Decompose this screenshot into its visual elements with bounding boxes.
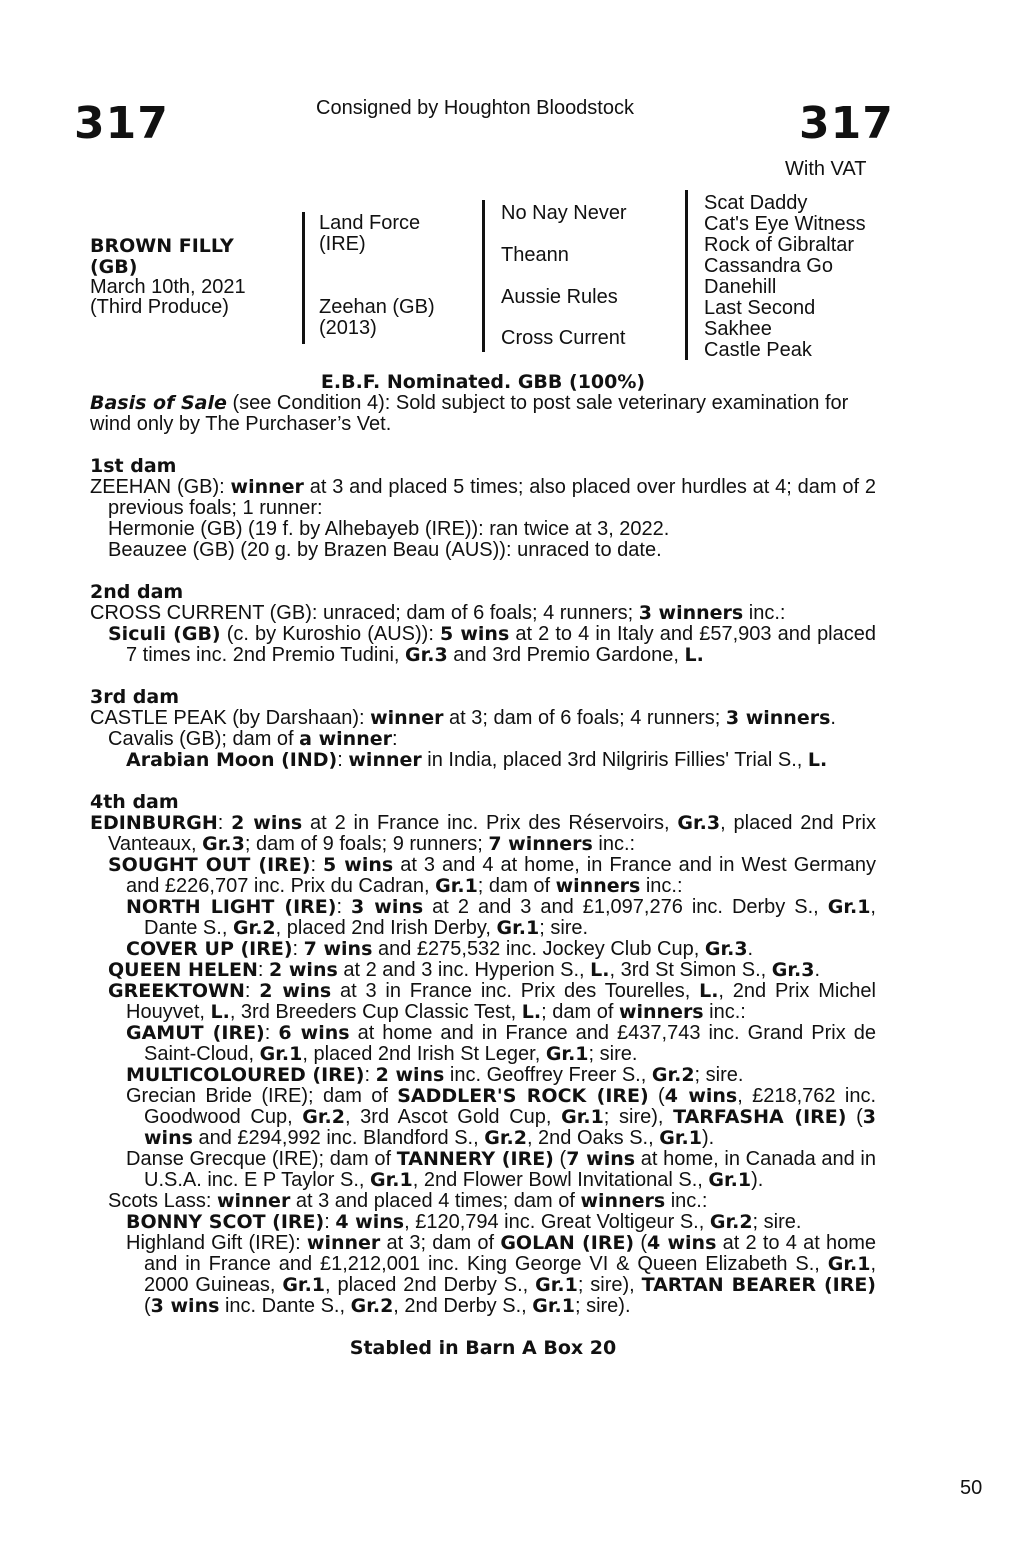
text-run: , 2nd Oaks S.,	[526, 1127, 660, 1149]
text-run: .	[830, 707, 836, 729]
text-run: at home and in France and £437,743 inc. Grand Prix de Saint-Cloud,	[144, 1022, 876, 1065]
text-run-bold: Gr.1	[659, 1127, 702, 1149]
pedigree-bracket-3	[685, 190, 688, 360]
text-run-bold: 7 winners	[488, 833, 593, 855]
text-run-bold: SADDLER'S ROCK (IRE)	[397, 1085, 649, 1107]
pedigree-gen3-item: Castle Peak	[704, 339, 812, 361]
text-run: , £218,762 inc. Goodwood Cup,	[144, 1085, 877, 1128]
text-run: Highland Gift (IRE):	[126, 1232, 307, 1254]
text-run-bold: 5 wins	[440, 623, 510, 645]
text-run-bold: 5 wins	[323, 854, 394, 876]
text-run-bold: Gr.1	[259, 1043, 303, 1065]
text-run: inc.:	[640, 875, 683, 897]
text-run: ).	[701, 1127, 715, 1149]
fourth-dam-title: 4th dam	[90, 791, 179, 813]
text-run: at 3 and placed 5 times; also placed over hurdles at 4; dam of 2 previous foals; 1 runner:	[108, 476, 876, 519]
text-run-bold: winner	[348, 749, 422, 771]
text-run-bold: 2 wins	[231, 812, 303, 834]
page-number: 50	[960, 1477, 983, 1499]
text-run-bold: TARTAN BEARER (IRE)	[641, 1274, 876, 1296]
text-run-bold: GOLAN (IRE)	[500, 1232, 635, 1254]
text-run-bold: Gr.2	[302, 1106, 345, 1128]
pedigree-gen2-item: Cross Current	[501, 327, 626, 349]
text-run: CROSS CURRENT (GB): unraced; dam of 6 foals; 4 runners;	[90, 602, 639, 624]
text-run: and £275,532 inc. Jockey Club Cup,	[372, 938, 705, 960]
text-run: inc. Dante S.,	[219, 1295, 351, 1317]
foal-entry	[90, 750, 876, 771]
text-run-bold: winner	[216, 1190, 291, 1212]
text-run: (	[648, 1085, 665, 1107]
consigner: Consigned by Houghton Bloodstock	[316, 97, 634, 119]
foal-entry	[90, 855, 876, 897]
text-run-bold: Gr.1	[708, 1169, 752, 1191]
text-run-bold: Gr.1	[532, 1295, 575, 1317]
text-run: (	[553, 1148, 567, 1170]
text-run: (	[144, 1295, 151, 1317]
text-run: , 2000 Guineas,	[144, 1253, 876, 1296]
foal-entry	[90, 1065, 876, 1086]
text-run-bold: BONNY SCOT (IRE)	[126, 1211, 325, 1233]
text-run-bold: TARFASHA (IRE)	[673, 1106, 847, 1128]
text-run-bold: Arabian Moon (IND)	[126, 749, 338, 771]
text-run: (	[846, 1106, 863, 1128]
pedigree-gen3-item: Scat Daddy	[704, 192, 808, 214]
text-run-bold: winner	[230, 476, 304, 498]
text-run-bold: TANNERY (IRE)	[396, 1148, 554, 1170]
second-dam-title: 2nd dam	[90, 581, 184, 603]
pedigree-sire-country: (IRE)	[319, 233, 366, 255]
third-dam-title: 3rd dam	[90, 686, 180, 708]
text-run: ; sire),	[577, 1274, 642, 1296]
text-run-bold: 2 wins	[375, 1064, 445, 1086]
text-run: , £120,794 inc. Great Voltigeur S.,	[404, 1211, 710, 1233]
pedigree-bracket-2	[482, 200, 485, 352]
text-run: :	[257, 959, 270, 981]
text-run-bold: 4 wins	[646, 1232, 717, 1254]
text-run-bold: Gr.1	[561, 1106, 604, 1128]
pedigree-gen2-item: No Nay Never	[501, 202, 627, 224]
text-run-bold: winners	[555, 875, 641, 897]
text-run: inc. Geoffrey Freer S.,	[444, 1064, 652, 1086]
text-run: inc.:	[743, 602, 786, 624]
text-run-bold: NORTH LIGHT (IRE)	[126, 896, 337, 918]
text-run: ; sire.	[588, 1043, 638, 1065]
text-run: , placed 2nd Irish Derby,	[275, 917, 497, 939]
text-run: (c. by Kuroshio (AUS)):	[220, 623, 440, 645]
horse-sex-color: BROWN FILLY	[90, 235, 234, 257]
text-run-bold: Gr.3	[771, 959, 815, 981]
text-run: ; dam of	[477, 875, 556, 897]
text-run: , 3rd St Simon S.,	[609, 959, 772, 981]
pedigree-sire: Land Force	[319, 212, 421, 234]
pedigree-gen3-item: Danehill	[704, 276, 777, 298]
text-run-bold: Gr.1	[435, 875, 478, 897]
foal-entry: Hermonie (GB) (19 f. by Alhebayeb (IRE)): ran twice at 3, 2022.	[108, 518, 670, 540]
stabling-info: Stabled in Barn A Box 20	[349, 1337, 617, 1359]
text-run: .	[747, 938, 754, 960]
text-run-bold: GREEKTOWN	[108, 980, 245, 1002]
text-run-bold: L.	[684, 644, 704, 666]
text-run-bold: MULTICOLOURED (IRE)	[126, 1064, 365, 1086]
text-run: ZEEHAN (GB):	[90, 476, 231, 498]
text-run: , 3rd Ascot Gold Cup,	[344, 1106, 562, 1128]
text-run: :	[324, 1211, 336, 1233]
foal-entry	[90, 624, 876, 666]
foal-entry	[90, 1149, 876, 1191]
text-run-bold: 7 wins	[566, 1148, 636, 1170]
foal-entry	[90, 981, 876, 1023]
text-run-bold: EDINBURGH	[90, 812, 218, 834]
text-run: at 2 to 4 in Italy and £57,903 and placed 7 times inc. 2nd Premio Tudini,	[126, 623, 876, 666]
text-run-bold: Gr.3	[202, 833, 245, 855]
text-run: inc.:	[665, 1190, 708, 1212]
pedigree-gen3-item: Rock of Gibraltar	[704, 234, 855, 256]
text-run-bold: 3 wins	[351, 896, 424, 918]
text-run-bold: L.	[521, 1001, 542, 1023]
text-run-bold: Gr.1	[282, 1274, 326, 1296]
foal-entry	[90, 1023, 876, 1065]
text-run: , placed 2nd Prix Vanteaux,	[108, 812, 876, 855]
text-run-bold: SOUGHT OUT (IRE)	[108, 854, 311, 876]
lot-number-left: 317	[74, 98, 169, 149]
text-run-bold: Gr.2	[350, 1295, 394, 1317]
text-run: ; sire.	[539, 917, 589, 939]
second-dam-entry	[90, 603, 876, 624]
text-run: at 2 and 3 and £1,097,276 inc. Derby S.,	[423, 896, 828, 918]
text-run-bold: winners	[580, 1190, 666, 1212]
text-run: inc.:	[703, 1001, 746, 1023]
first-dam-entry	[90, 477, 876, 519]
text-run-bold: Gr.3	[677, 812, 721, 834]
text-run: , placed 2nd Irish St Leger,	[302, 1043, 546, 1065]
text-run-bold: 2 wins	[259, 980, 332, 1002]
fourth-dam-entry	[90, 813, 876, 855]
text-run: (	[634, 1232, 647, 1254]
text-run-bold: L.	[210, 1001, 230, 1023]
text-run-bold: Gr.3	[405, 644, 448, 666]
text-run: ; sire),	[603, 1106, 674, 1128]
foal-entry	[90, 1212, 876, 1233]
text-run: at 3; dam of	[380, 1232, 501, 1254]
foal-entry	[90, 1191, 876, 1212]
text-run: :	[264, 1022, 279, 1044]
vat-status: With VAT	[785, 158, 867, 180]
text-run-bold: 4 wins	[335, 1211, 405, 1233]
text-run-bold: 3 wins	[144, 1106, 877, 1149]
text-run: :	[217, 812, 232, 834]
text-run-bold: L.	[590, 959, 610, 981]
text-run-bold: Gr.1	[496, 917, 540, 939]
text-run-bold: COVER UP (IRE)	[126, 938, 293, 960]
text-run: , 2nd Flower Bowl Invitational S.,	[412, 1169, 709, 1191]
text-run-bold: 3 winners	[725, 707, 831, 729]
text-run: :	[244, 980, 260, 1002]
pedigree-dam-year: (2013)	[319, 317, 377, 339]
horse-produce: (Third Produce)	[90, 296, 229, 318]
text-run: and 3rd Premio Gardone,	[447, 644, 685, 666]
text-run: ; dam of 9 foals; 9 runners;	[244, 833, 489, 855]
text-run-bold: Gr.1	[827, 1253, 871, 1275]
text-run: Scots Lass:	[108, 1190, 217, 1212]
foal-entry	[90, 897, 876, 939]
text-run-bold: GAMUT (IRE)	[126, 1022, 265, 1044]
basis-label: Basis of Sale	[90, 392, 227, 414]
text-run: ; sire.	[752, 1211, 802, 1233]
text-run: , 2nd Prix Michel Houyvet,	[126, 980, 876, 1023]
text-run: ; sire.	[694, 1064, 744, 1086]
text-run-bold: 2 wins	[269, 959, 338, 981]
pedigree-gen2-item: Theann	[501, 244, 569, 266]
text-run: inc.:	[592, 833, 636, 855]
text-run: , 2nd Derby S.,	[393, 1295, 533, 1317]
foal-entry	[90, 939, 876, 960]
text-run: , Dante S.,	[144, 896, 876, 939]
text-run-bold: winner	[306, 1232, 381, 1254]
text-run: Grecian Bride (IRE); dam of	[126, 1085, 398, 1107]
text-run: :	[292, 938, 304, 960]
text-run: , 3rd Breeders Cup Classic Test,	[229, 1001, 522, 1023]
text-run: at home, in Canada and in U.S.A. inc. E P Taylor S.,	[144, 1148, 877, 1191]
text-run-bold: Gr.1	[545, 1043, 589, 1065]
pedigree-gen3-item: Cat's Eye Witness	[704, 213, 866, 235]
pedigree-bracket-1	[302, 212, 305, 344]
text-run: and £294,992 inc. Blandford S.,	[192, 1127, 485, 1149]
text-run-bold: Gr.2	[651, 1064, 695, 1086]
foal-entry	[90, 1086, 876, 1149]
text-run: at 2 in France inc. Prix des Réservoirs,	[302, 812, 678, 834]
pedigree-dam: Zeehan (GB)	[319, 296, 435, 318]
nominations: E.B.F. Nominated. GBB (100%)	[320, 371, 646, 393]
text-run-bold: QUEEN HELEN	[108, 959, 258, 981]
basis-text: (see Condition 4): Sold subject to post sale veterinary examination for wind only by The Purchaser’s Vet.	[90, 392, 849, 435]
text-run: at 2 to 4 at home and in France and £1,212,001 inc. King George VI & Queen Elizabeth S.,	[144, 1232, 876, 1275]
pedigree-gen3-item: Cassandra Go	[704, 255, 833, 277]
text-run: :	[337, 749, 349, 771]
text-run: ; sire).	[574, 1295, 631, 1317]
horse-foaled: March 10th, 2021	[90, 276, 246, 298]
text-run: :	[310, 854, 323, 876]
pedigree-gen3-item: Last Second	[704, 297, 816, 319]
foal-entry	[90, 729, 876, 750]
text-run-bold: L.	[807, 749, 828, 771]
text-run: , placed 2nd Derby S.,	[325, 1274, 536, 1296]
text-run-bold: Gr.1	[535, 1274, 578, 1296]
text-run: Danse Grecque (IRE); dam of	[126, 1148, 397, 1170]
text-run-bold: 7 wins	[303, 938, 373, 960]
text-run: Cavalis (GB); dam of	[108, 728, 300, 750]
text-run-bold: Gr.3	[704, 938, 748, 960]
text-run-bold: Siculi (GB)	[108, 623, 221, 645]
text-run: at 3 in France inc. Prix des Tourelles,	[331, 980, 700, 1002]
text-run: at 3 and 4 at home, in France and in West Germany and £226,707 inc. Prix du Cadran,	[126, 854, 876, 897]
horse-country: (GB)	[90, 256, 138, 278]
text-run-bold: Gr.1	[370, 1169, 413, 1191]
text-run: at 2 and 3 inc. Hyperion S.,	[337, 959, 591, 981]
lot-number-right: 317	[799, 98, 894, 149]
text-run: :	[391, 728, 398, 750]
text-run: ).	[751, 1169, 764, 1191]
basis-of-sale	[90, 393, 876, 435]
foal-entry: Beauzee (GB) (20 g. by Brazen Beau (AUS)): unraced to date.	[108, 539, 662, 561]
text-run: .	[814, 959, 821, 981]
text-run-bold: 4 wins	[664, 1085, 738, 1107]
first-dam-title: 1st dam	[90, 455, 177, 477]
catalogue-body	[90, 372, 876, 1359]
text-run: :	[336, 896, 352, 918]
text-run-bold: winner	[370, 707, 444, 729]
third-dam-entry	[90, 708, 876, 729]
pedigree-gen2-item: Aussie Rules	[501, 286, 618, 308]
foal-entry	[90, 960, 876, 981]
text-run: ; dam of	[541, 1001, 619, 1023]
text-run-bold: 3 winners	[638, 602, 744, 624]
text-run-bold: 3 wins	[150, 1295, 220, 1317]
text-run: at 3; dam of 6 foals; 4 runners;	[443, 707, 726, 729]
text-run-bold: 6 wins	[278, 1022, 350, 1044]
text-run: :	[364, 1064, 376, 1086]
text-run-bold: winners	[618, 1001, 704, 1023]
text-run: at 3 and placed 4 times; dam of	[290, 1190, 581, 1212]
text-run-bold: a winner	[299, 728, 392, 750]
pedigree-gen3-item: Sakhee	[704, 318, 772, 340]
text-run: in India, placed 3rd Nilgriris Fillies' Trial S.,	[421, 749, 808, 771]
text-run-bold: Gr.2	[232, 917, 276, 939]
foal-entry	[90, 1233, 876, 1317]
text-run-bold: L.	[699, 980, 719, 1002]
text-run-bold: Gr.2	[484, 1127, 527, 1149]
text-run: CASTLE PEAK (by Darshaan):	[90, 707, 371, 729]
text-run-bold: Gr.2	[709, 1211, 753, 1233]
text-run-bold: Gr.1	[827, 896, 871, 918]
